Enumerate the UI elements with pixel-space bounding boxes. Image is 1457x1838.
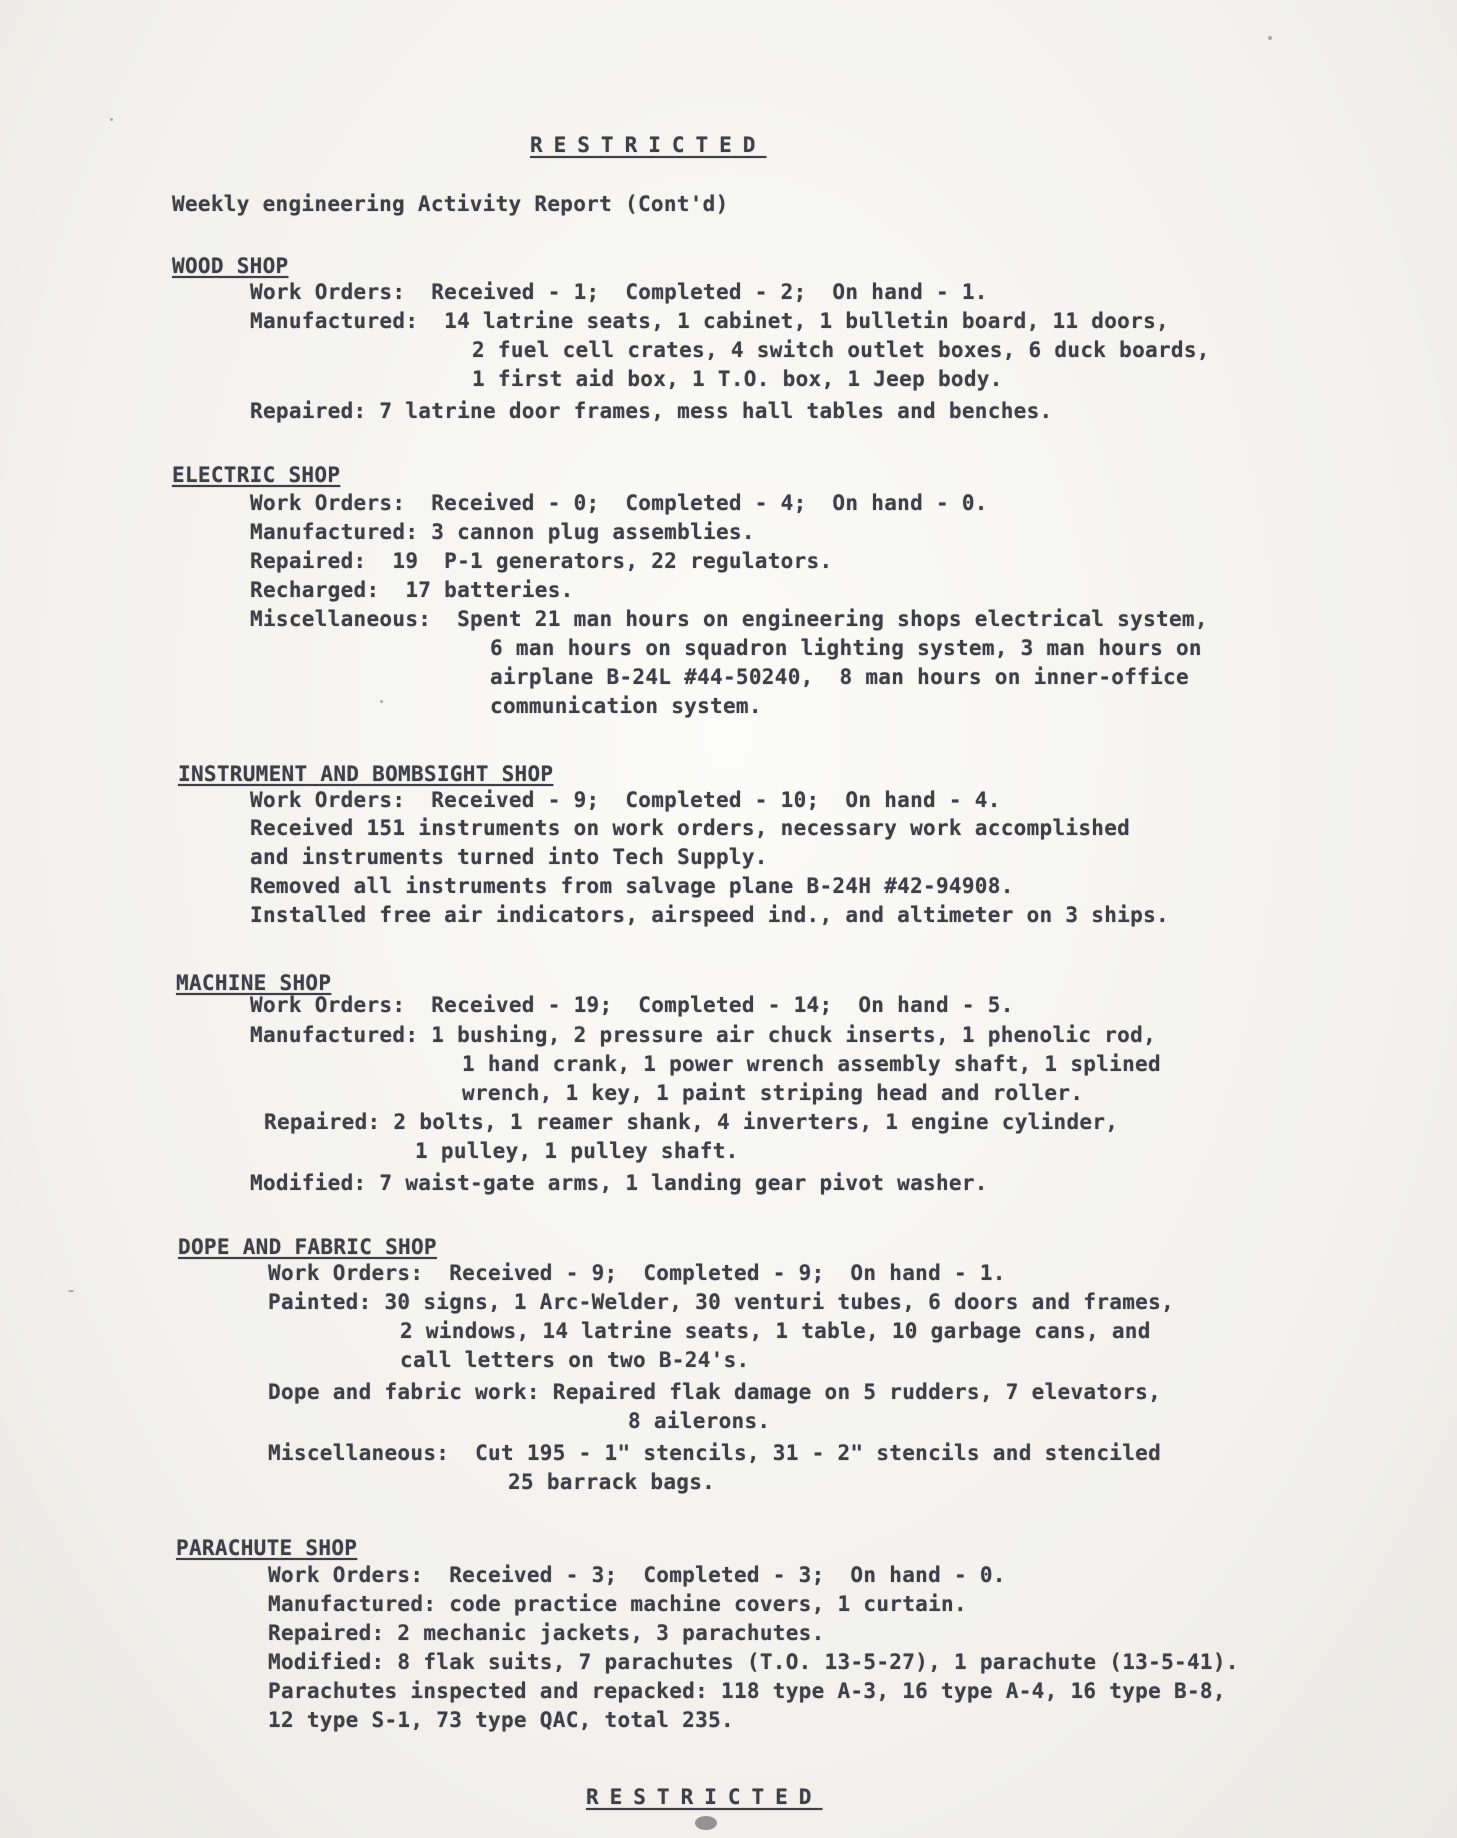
electric-shop-repaired: Repaired: 19 P-1 generators, 22 regulators.: [250, 549, 833, 573]
electric-shop-misc-cont: communication system.: [490, 694, 762, 718]
parachute-shop-heading: PARACHUTE SHOP: [176, 1536, 358, 1560]
instrument-shop-work-orders: Work Orders: Received - 9; Completed - 10; On hand - 4.: [250, 788, 1001, 812]
electric-shop-recharged: Recharged: 17 batteries.: [250, 578, 574, 602]
machine-shop-work-orders: Work Orders: Received - 19; Completed - 14; On hand - 5.: [250, 993, 1014, 1017]
page-number-mark: [695, 1816, 717, 1830]
electric-shop-heading: ELECTRIC SHOP: [172, 463, 341, 487]
machine-shop-heading: MACHINE SHOP: [176, 971, 332, 995]
parachute-shop-modified: Modified: 8 flak suits, 7 parachutes (T.O. 13-5-27), 1 parachute (13-5-41).: [268, 1650, 1239, 1674]
machine-shop-repaired: Repaired: 2 bolts, 1 reamer shank, 4 inverters, 1 engine cylinder,: [264, 1110, 1119, 1134]
machine-shop-repaired-cont: 1 pulley, 1 pulley shaft.: [415, 1139, 739, 1163]
machine-shop-manufactured-cont: 1 hand crank, 1 power wrench assembly shaft, 1 splined: [462, 1052, 1161, 1076]
wood-shop-manufactured-cont: 2 fuel cell crates, 4 switch outlet boxes, 6 duck boards,: [472, 338, 1210, 362]
dope-shop-misc: Miscellaneous: Cut 195 - 1" stencils, 31 - 2" stencils and stenciled: [268, 1441, 1162, 1465]
paper-speck: [68, 1290, 74, 1292]
wood-shop-work-orders: Work Orders: Received - 1; Completed - 2; On hand - 1.: [250, 280, 988, 304]
parachute-shop-work-orders: Work Orders: Received - 3; Completed - 3; On hand - 0.: [268, 1563, 1006, 1587]
parachute-shop-inspected-cont: 12 type S-1, 73 type QAC, total 235.: [268, 1708, 734, 1732]
paper-speck: [380, 700, 383, 703]
machine-shop-manufactured-cont: wrench, 1 key, 1 paint striping head and roller.: [462, 1081, 1084, 1105]
dope-shop-work-orders: Work Orders: Received - 9; Completed - 9; On hand - 1.: [268, 1261, 1006, 1285]
instrument-shop-line: Installed free air indicators, airspeed ind., and altimeter on 3 ships.: [250, 903, 1169, 927]
dope-shop-misc-cont: 25 barrack bags.: [508, 1470, 716, 1494]
electric-shop-manufactured: Manufactured: 3 cannon plug assemblies.: [250, 520, 755, 544]
dope-shop-painted-cont: call letters on two B-24's.: [400, 1348, 750, 1372]
dope-shop-painted-cont: 2 windows, 14 latrine seats, 1 table, 10 garbage cans, and: [400, 1319, 1151, 1343]
wood-shop-manufactured-cont: 1 first aid box, 1 T.O. box, 1 Jeep body.: [472, 367, 1003, 391]
electric-shop-work-orders: Work Orders: Received - 0; Completed - 4; On hand - 0.: [250, 491, 988, 515]
wood-shop-heading: WOOD SHOP: [172, 254, 289, 278]
paper-speck: [110, 118, 113, 121]
parachute-shop-inspected: Parachutes inspected and repacked: 118 type A-3, 16 type A-4, 16 type B-8,: [268, 1679, 1226, 1703]
instrument-shop-heading: INSTRUMENT AND BOMBSIGHT SHOP: [178, 762, 554, 786]
parachute-shop-repaired: Repaired: 2 mechanic jackets, 3 parachutes.: [268, 1621, 825, 1645]
instrument-shop-line: Received 151 instruments on work orders, necessary work accomplished: [250, 816, 1131, 840]
electric-shop-misc-cont: 6 man hours on squadron lighting system, 3 man hours on: [490, 636, 1202, 660]
dope-shop-painted: Painted: 30 signs, 1 Arc-Welder, 30 venturi tubes, 6 doors and frames,: [268, 1290, 1175, 1314]
instrument-shop-line: and instruments turned into Tech Supply.: [250, 845, 768, 869]
machine-shop-modified: Modified: 7 waist-gate arms, 1 landing gear pivot washer.: [250, 1171, 988, 1195]
dope-shop-fabric-work-cont: 8 ailerons.: [628, 1409, 771, 1433]
classification-bottom: RESTRICTED: [586, 1785, 823, 1809]
wood-shop-manufactured: Manufactured: 14 latrine seats, 1 cabinet, 1 bulletin board, 11 doors,: [250, 309, 1169, 333]
dope-shop-heading: DOPE AND FABRIC SHOP: [178, 1235, 437, 1259]
electric-shop-misc: Miscellaneous: Spent 21 man hours on engineering shops electrical system,: [250, 607, 1208, 631]
dope-shop-fabric-work: Dope and fabric work: Repaired flak damage on 5 rudders, 7 elevators,: [268, 1380, 1162, 1404]
classification-top: RESTRICTED: [530, 133, 767, 157]
report-title: Weekly engineering Activity Report (Cont'd): [172, 192, 729, 216]
machine-shop-manufactured: Manufactured: 1 bushing, 2 pressure air chuck inserts, 1 phenolic rod,: [250, 1023, 1157, 1047]
wood-shop-repaired: Repaired: 7 latrine door frames, mess hall tables and benches.: [250, 399, 1053, 423]
instrument-shop-line: Removed all instruments from salvage plane B-24H #42-94908.: [250, 874, 1014, 898]
paper-speck: [1268, 36, 1272, 40]
electric-shop-misc-cont: airplane B-24L #44-50240, 8 man hours on inner-office: [490, 665, 1189, 689]
parachute-shop-manufactured: Manufactured: code practice machine covers, 1 curtain.: [268, 1592, 967, 1616]
